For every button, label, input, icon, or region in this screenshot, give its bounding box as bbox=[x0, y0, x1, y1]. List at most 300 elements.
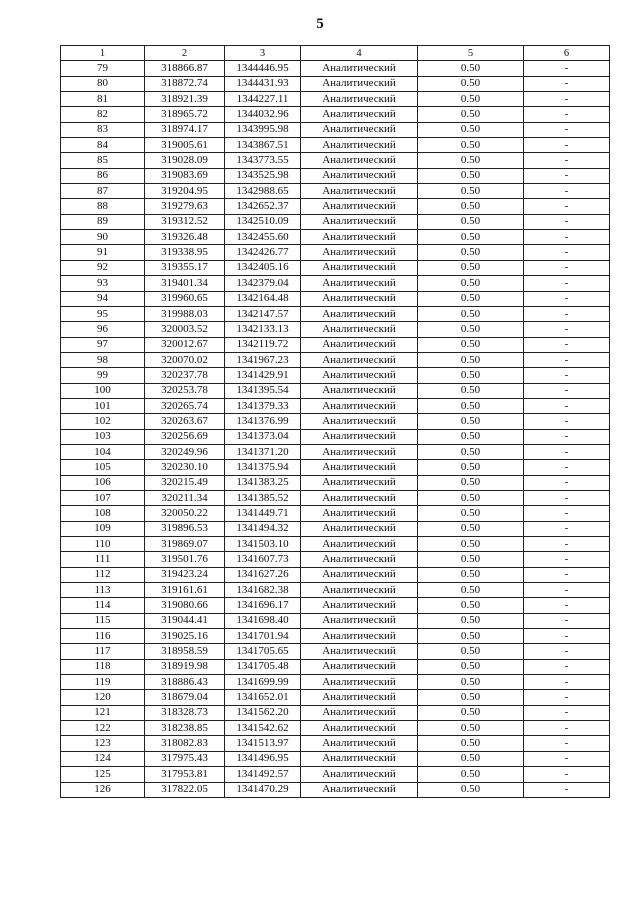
x-coordinate-cell: 319355.17 bbox=[145, 260, 225, 275]
x-coordinate-cell: 319025.16 bbox=[145, 629, 225, 644]
note-cell: - bbox=[524, 490, 610, 505]
accuracy-cell: 0.50 bbox=[418, 184, 524, 199]
note-cell: - bbox=[524, 629, 610, 644]
x-coordinate-cell: 320230.10 bbox=[145, 460, 225, 475]
point-number-cell: 112 bbox=[61, 567, 145, 582]
table-row bbox=[61, 92, 610, 107]
accuracy-cell: 0.50 bbox=[418, 460, 524, 475]
x-coordinate-cell: 319326.48 bbox=[145, 230, 225, 245]
y-coordinate-cell: 1341496.95 bbox=[225, 751, 301, 766]
table-row bbox=[61, 460, 610, 475]
method-cell: Аналитический bbox=[301, 675, 418, 690]
point-number-cell: 99 bbox=[61, 368, 145, 383]
note-cell: - bbox=[524, 690, 610, 705]
x-coordinate-cell: 317822.05 bbox=[145, 782, 225, 797]
note-cell: - bbox=[524, 322, 610, 337]
note-cell: - bbox=[524, 521, 610, 536]
note-cell: - bbox=[524, 153, 610, 168]
table-row bbox=[61, 521, 610, 536]
point-number-cell: 85 bbox=[61, 153, 145, 168]
accuracy-cell: 0.50 bbox=[418, 659, 524, 674]
accuracy-cell: 0.50 bbox=[418, 552, 524, 567]
accuracy-cell: 0.50 bbox=[418, 690, 524, 705]
table-row bbox=[61, 598, 610, 613]
point-number-cell: 86 bbox=[61, 168, 145, 183]
point-number-cell: 117 bbox=[61, 644, 145, 659]
note-cell: - bbox=[524, 214, 610, 229]
x-coordinate-cell: 320265.74 bbox=[145, 398, 225, 413]
table-row bbox=[61, 659, 610, 674]
method-cell: Аналитический bbox=[301, 721, 418, 736]
method-cell: Аналитический bbox=[301, 306, 418, 321]
note-cell: - bbox=[524, 291, 610, 306]
method-cell: Аналитический bbox=[301, 352, 418, 367]
method-cell: Аналитический bbox=[301, 276, 418, 291]
x-coordinate-cell: 319028.09 bbox=[145, 153, 225, 168]
table-row bbox=[61, 122, 610, 137]
table-row bbox=[61, 245, 610, 260]
note-cell: - bbox=[524, 429, 610, 444]
table-row bbox=[61, 736, 610, 751]
point-number-cell: 113 bbox=[61, 583, 145, 598]
x-coordinate-cell: 317975.43 bbox=[145, 751, 225, 766]
table-row bbox=[61, 613, 610, 628]
table-row bbox=[61, 690, 610, 705]
y-coordinate-cell: 1341429.91 bbox=[225, 368, 301, 383]
table-row bbox=[61, 368, 610, 383]
note-cell: - bbox=[524, 767, 610, 782]
accuracy-cell: 0.50 bbox=[418, 230, 524, 245]
method-cell: Аналитический bbox=[301, 736, 418, 751]
y-coordinate-cell: 1343995.98 bbox=[225, 122, 301, 137]
accuracy-cell: 0.50 bbox=[418, 122, 524, 137]
note-cell: - bbox=[524, 537, 610, 552]
y-coordinate-cell: 1342405.16 bbox=[225, 260, 301, 275]
x-coordinate-cell: 319204.95 bbox=[145, 184, 225, 199]
y-coordinate-cell: 1341652.01 bbox=[225, 690, 301, 705]
x-coordinate-cell: 318238.85 bbox=[145, 721, 225, 736]
point-number-cell: 120 bbox=[61, 690, 145, 705]
y-coordinate-cell: 1341470.29 bbox=[225, 782, 301, 797]
note-cell: - bbox=[524, 76, 610, 91]
y-coordinate-cell: 1341562.20 bbox=[225, 705, 301, 720]
table-row bbox=[61, 629, 610, 644]
y-coordinate-cell: 1341698.40 bbox=[225, 613, 301, 628]
point-number-cell: 114 bbox=[61, 598, 145, 613]
method-cell: Аналитический bbox=[301, 521, 418, 536]
note-cell: - bbox=[524, 583, 610, 598]
note-cell: - bbox=[524, 705, 610, 720]
method-cell: Аналитический bbox=[301, 429, 418, 444]
accuracy-cell: 0.50 bbox=[418, 276, 524, 291]
point-number-cell: 122 bbox=[61, 721, 145, 736]
y-coordinate-cell: 1342652.37 bbox=[225, 199, 301, 214]
accuracy-cell: 0.50 bbox=[418, 567, 524, 582]
accuracy-cell: 0.50 bbox=[418, 92, 524, 107]
point-number-cell: 84 bbox=[61, 138, 145, 153]
table-row bbox=[61, 751, 610, 766]
x-coordinate-cell: 319161.61 bbox=[145, 583, 225, 598]
method-cell: Аналитический bbox=[301, 107, 418, 122]
accuracy-cell: 0.50 bbox=[418, 260, 524, 275]
y-coordinate-cell: 1341627.26 bbox=[225, 567, 301, 582]
coordinates-table bbox=[60, 45, 610, 798]
note-cell: - bbox=[524, 306, 610, 321]
table-row bbox=[61, 506, 610, 521]
note-cell: - bbox=[524, 782, 610, 797]
point-number-cell: 104 bbox=[61, 444, 145, 459]
point-number-cell: 82 bbox=[61, 107, 145, 122]
table-row bbox=[61, 184, 610, 199]
accuracy-cell: 0.50 bbox=[418, 490, 524, 505]
accuracy-cell: 0.50 bbox=[418, 214, 524, 229]
note-cell: - bbox=[524, 475, 610, 490]
method-cell: Аналитический bbox=[301, 537, 418, 552]
method-cell: Аналитический bbox=[301, 598, 418, 613]
y-coordinate-cell: 1341494.32 bbox=[225, 521, 301, 536]
y-coordinate-cell: 1341699.99 bbox=[225, 675, 301, 690]
y-coordinate-cell: 1341701.94 bbox=[225, 629, 301, 644]
table-row bbox=[61, 567, 610, 582]
x-coordinate-cell: 319080.66 bbox=[145, 598, 225, 613]
accuracy-cell: 0.50 bbox=[418, 429, 524, 444]
table-row bbox=[61, 214, 610, 229]
table-row bbox=[61, 383, 610, 398]
note-cell: - bbox=[524, 122, 610, 137]
note-cell: - bbox=[524, 751, 610, 766]
point-number-cell: 111 bbox=[61, 552, 145, 567]
x-coordinate-cell: 318921.39 bbox=[145, 92, 225, 107]
x-coordinate-cell: 320211.34 bbox=[145, 490, 225, 505]
accuracy-cell: 0.50 bbox=[418, 644, 524, 659]
y-coordinate-cell: 1342164.48 bbox=[225, 291, 301, 306]
accuracy-cell: 0.50 bbox=[418, 153, 524, 168]
note-cell: - bbox=[524, 230, 610, 245]
accuracy-cell: 0.50 bbox=[418, 168, 524, 183]
point-number-cell: 107 bbox=[61, 490, 145, 505]
method-cell: Аналитический bbox=[301, 260, 418, 275]
method-cell: Аналитический bbox=[301, 659, 418, 674]
method-cell: Аналитический bbox=[301, 629, 418, 644]
method-cell: Аналитический bbox=[301, 782, 418, 797]
note-cell: - bbox=[524, 567, 610, 582]
point-number-cell: 94 bbox=[61, 291, 145, 306]
method-cell: Аналитический bbox=[301, 567, 418, 582]
method-cell: Аналитический bbox=[301, 490, 418, 505]
accuracy-cell: 0.50 bbox=[418, 475, 524, 490]
accuracy-cell: 0.50 bbox=[418, 306, 524, 321]
accuracy-cell: 0.50 bbox=[418, 583, 524, 598]
method-cell: Аналитический bbox=[301, 506, 418, 521]
point-number-cell: 109 bbox=[61, 521, 145, 536]
table-row bbox=[61, 782, 610, 797]
method-cell: Аналитический bbox=[301, 138, 418, 153]
y-coordinate-cell: 1342379.04 bbox=[225, 276, 301, 291]
point-number-cell: 87 bbox=[61, 184, 145, 199]
note-cell: - bbox=[524, 414, 610, 429]
accuracy-cell: 0.50 bbox=[418, 291, 524, 306]
x-coordinate-cell: 318082.83 bbox=[145, 736, 225, 751]
accuracy-cell: 0.50 bbox=[418, 322, 524, 337]
point-number-cell: 79 bbox=[61, 61, 145, 76]
y-coordinate-cell: 1341371.20 bbox=[225, 444, 301, 459]
method-cell: Аналитический bbox=[301, 322, 418, 337]
table-body bbox=[61, 61, 610, 798]
note-cell: - bbox=[524, 552, 610, 567]
x-coordinate-cell: 319501.76 bbox=[145, 552, 225, 567]
table-row bbox=[61, 138, 610, 153]
x-coordinate-cell: 318974.17 bbox=[145, 122, 225, 137]
accuracy-cell: 0.50 bbox=[418, 76, 524, 91]
method-cell: Аналитический bbox=[301, 76, 418, 91]
note-cell: - bbox=[524, 721, 610, 736]
accuracy-cell: 0.50 bbox=[418, 721, 524, 736]
column-header: 2 bbox=[145, 46, 225, 61]
x-coordinate-cell: 319083.69 bbox=[145, 168, 225, 183]
x-coordinate-cell: 320070.02 bbox=[145, 352, 225, 367]
accuracy-cell: 0.50 bbox=[418, 107, 524, 122]
accuracy-cell: 0.50 bbox=[418, 398, 524, 413]
point-number-cell: 101 bbox=[61, 398, 145, 413]
table-row bbox=[61, 444, 610, 459]
accuracy-cell: 0.50 bbox=[418, 444, 524, 459]
point-number-cell: 102 bbox=[61, 414, 145, 429]
table-row bbox=[61, 537, 610, 552]
x-coordinate-cell: 318886.43 bbox=[145, 675, 225, 690]
accuracy-cell: 0.50 bbox=[418, 506, 524, 521]
x-coordinate-cell: 319338.95 bbox=[145, 245, 225, 260]
table-row bbox=[61, 675, 610, 690]
y-coordinate-cell: 1341542.62 bbox=[225, 721, 301, 736]
point-number-cell: 119 bbox=[61, 675, 145, 690]
table-row bbox=[61, 291, 610, 306]
note-cell: - bbox=[524, 107, 610, 122]
point-number-cell: 123 bbox=[61, 736, 145, 751]
table-row bbox=[61, 429, 610, 444]
note-cell: - bbox=[524, 383, 610, 398]
method-cell: Аналитический bbox=[301, 767, 418, 782]
point-number-cell: 106 bbox=[61, 475, 145, 490]
x-coordinate-cell: 317953.81 bbox=[145, 767, 225, 782]
x-coordinate-cell: 319960.65 bbox=[145, 291, 225, 306]
y-coordinate-cell: 1343525.98 bbox=[225, 168, 301, 183]
accuracy-cell: 0.50 bbox=[418, 675, 524, 690]
method-cell: Аналитический bbox=[301, 444, 418, 459]
point-number-cell: 91 bbox=[61, 245, 145, 260]
y-coordinate-cell: 1341375.94 bbox=[225, 460, 301, 475]
note-cell: - bbox=[524, 168, 610, 183]
x-coordinate-cell: 318965.72 bbox=[145, 107, 225, 122]
y-coordinate-cell: 1341705.48 bbox=[225, 659, 301, 674]
x-coordinate-cell: 319869.07 bbox=[145, 537, 225, 552]
method-cell: Аналитический bbox=[301, 199, 418, 214]
y-coordinate-cell: 1341379.33 bbox=[225, 398, 301, 413]
note-cell: - bbox=[524, 199, 610, 214]
x-coordinate-cell: 318866.87 bbox=[145, 61, 225, 76]
y-coordinate-cell: 1342455.60 bbox=[225, 230, 301, 245]
method-cell: Аналитический bbox=[301, 168, 418, 183]
y-coordinate-cell: 1342119.72 bbox=[225, 337, 301, 352]
point-number-cell: 89 bbox=[61, 214, 145, 229]
table-row bbox=[61, 260, 610, 275]
column-header: 3 bbox=[225, 46, 301, 61]
y-coordinate-cell: 1341383.25 bbox=[225, 475, 301, 490]
note-cell: - bbox=[524, 337, 610, 352]
table-header-row bbox=[61, 46, 610, 61]
note-cell: - bbox=[524, 506, 610, 521]
method-cell: Аналитический bbox=[301, 644, 418, 659]
point-number-cell: 93 bbox=[61, 276, 145, 291]
y-coordinate-cell: 1342510.09 bbox=[225, 214, 301, 229]
method-cell: Аналитический bbox=[301, 214, 418, 229]
method-cell: Аналитический bbox=[301, 613, 418, 628]
method-cell: Аналитический bbox=[301, 92, 418, 107]
y-coordinate-cell: 1342988.65 bbox=[225, 184, 301, 199]
method-cell: Аналитический bbox=[301, 230, 418, 245]
accuracy-cell: 0.50 bbox=[418, 537, 524, 552]
note-cell: - bbox=[524, 245, 610, 260]
accuracy-cell: 0.50 bbox=[418, 61, 524, 76]
accuracy-cell: 0.50 bbox=[418, 767, 524, 782]
x-coordinate-cell: 319044.41 bbox=[145, 613, 225, 628]
accuracy-cell: 0.50 bbox=[418, 138, 524, 153]
table-row bbox=[61, 107, 610, 122]
point-number-cell: 80 bbox=[61, 76, 145, 91]
note-cell: - bbox=[524, 644, 610, 659]
note-cell: - bbox=[524, 276, 610, 291]
accuracy-cell: 0.50 bbox=[418, 629, 524, 644]
table-row bbox=[61, 61, 610, 76]
point-number-cell: 126 bbox=[61, 782, 145, 797]
y-coordinate-cell: 1341376.99 bbox=[225, 414, 301, 429]
accuracy-cell: 0.50 bbox=[418, 199, 524, 214]
method-cell: Аналитический bbox=[301, 245, 418, 260]
point-number-cell: 121 bbox=[61, 705, 145, 720]
y-coordinate-cell: 1344431.93 bbox=[225, 76, 301, 91]
method-cell: Аналитический bbox=[301, 751, 418, 766]
note-cell: - bbox=[524, 659, 610, 674]
point-number-cell: 116 bbox=[61, 629, 145, 644]
x-coordinate-cell: 318872.74 bbox=[145, 76, 225, 91]
method-cell: Аналитический bbox=[301, 184, 418, 199]
column-header: 1 bbox=[61, 46, 145, 61]
x-coordinate-cell: 318919.98 bbox=[145, 659, 225, 674]
table-row bbox=[61, 552, 610, 567]
x-coordinate-cell: 320256.69 bbox=[145, 429, 225, 444]
x-coordinate-cell: 320012.67 bbox=[145, 337, 225, 352]
method-cell: Аналитический bbox=[301, 414, 418, 429]
accuracy-cell: 0.50 bbox=[418, 337, 524, 352]
x-coordinate-cell: 318958.59 bbox=[145, 644, 225, 659]
table-row bbox=[61, 352, 610, 367]
table-row bbox=[61, 230, 610, 245]
y-coordinate-cell: 1342426.77 bbox=[225, 245, 301, 260]
point-number-cell: 81 bbox=[61, 92, 145, 107]
method-cell: Аналитический bbox=[301, 583, 418, 598]
y-coordinate-cell: 1341373.04 bbox=[225, 429, 301, 444]
accuracy-cell: 0.50 bbox=[418, 383, 524, 398]
y-coordinate-cell: 1342147.57 bbox=[225, 306, 301, 321]
point-number-cell: 98 bbox=[61, 352, 145, 367]
page-number: 5 bbox=[316, 16, 324, 32]
method-cell: Аналитический bbox=[301, 552, 418, 567]
point-number-cell: 110 bbox=[61, 537, 145, 552]
method-cell: Аналитический bbox=[301, 153, 418, 168]
column-header: 5 bbox=[418, 46, 524, 61]
accuracy-cell: 0.50 bbox=[418, 736, 524, 751]
point-number-cell: 100 bbox=[61, 383, 145, 398]
point-number-cell: 97 bbox=[61, 337, 145, 352]
method-cell: Аналитический bbox=[301, 291, 418, 306]
y-coordinate-cell: 1343773.55 bbox=[225, 153, 301, 168]
x-coordinate-cell: 318328.73 bbox=[145, 705, 225, 720]
x-coordinate-cell: 319005.61 bbox=[145, 138, 225, 153]
table-row bbox=[61, 398, 610, 413]
table-row bbox=[61, 199, 610, 214]
note-cell: - bbox=[524, 398, 610, 413]
table-row bbox=[61, 306, 610, 321]
point-number-cell: 88 bbox=[61, 199, 145, 214]
y-coordinate-cell: 1343867.51 bbox=[225, 138, 301, 153]
note-cell: - bbox=[524, 92, 610, 107]
y-coordinate-cell: 1344227.11 bbox=[225, 92, 301, 107]
point-number-cell: 95 bbox=[61, 306, 145, 321]
y-coordinate-cell: 1341705.65 bbox=[225, 644, 301, 659]
y-coordinate-cell: 1341395.54 bbox=[225, 383, 301, 398]
y-coordinate-cell: 1341449.71 bbox=[225, 506, 301, 521]
method-cell: Аналитический bbox=[301, 61, 418, 76]
table-row bbox=[61, 276, 610, 291]
y-coordinate-cell: 1342133.13 bbox=[225, 322, 301, 337]
table-row bbox=[61, 76, 610, 91]
point-number-cell: 108 bbox=[61, 506, 145, 521]
column-header: 6 bbox=[524, 46, 610, 61]
table-row bbox=[61, 168, 610, 183]
table-row bbox=[61, 414, 610, 429]
table-row bbox=[61, 153, 610, 168]
x-coordinate-cell: 319988.03 bbox=[145, 306, 225, 321]
method-cell: Аналитический bbox=[301, 475, 418, 490]
table-row bbox=[61, 322, 610, 337]
note-cell: - bbox=[524, 352, 610, 367]
x-coordinate-cell: 319401.34 bbox=[145, 276, 225, 291]
method-cell: Аналитический bbox=[301, 383, 418, 398]
note-cell: - bbox=[524, 260, 610, 275]
table-row bbox=[61, 490, 610, 505]
method-cell: Аналитический bbox=[301, 337, 418, 352]
x-coordinate-cell: 320050.22 bbox=[145, 506, 225, 521]
y-coordinate-cell: 1344032.96 bbox=[225, 107, 301, 122]
accuracy-cell: 0.50 bbox=[418, 751, 524, 766]
y-coordinate-cell: 1341503.10 bbox=[225, 537, 301, 552]
table-row bbox=[61, 705, 610, 720]
note-cell: - bbox=[524, 368, 610, 383]
x-coordinate-cell: 318679.04 bbox=[145, 690, 225, 705]
x-coordinate-cell: 319896.53 bbox=[145, 521, 225, 536]
x-coordinate-cell: 319279.63 bbox=[145, 199, 225, 214]
y-coordinate-cell: 1341492.57 bbox=[225, 767, 301, 782]
point-number-cell: 103 bbox=[61, 429, 145, 444]
accuracy-cell: 0.50 bbox=[418, 368, 524, 383]
accuracy-cell: 0.50 bbox=[418, 705, 524, 720]
column-header: 4 bbox=[301, 46, 418, 61]
method-cell: Аналитический bbox=[301, 460, 418, 475]
x-coordinate-cell: 319312.52 bbox=[145, 214, 225, 229]
note-cell: - bbox=[524, 61, 610, 76]
point-number-cell: 124 bbox=[61, 751, 145, 766]
point-number-cell: 118 bbox=[61, 659, 145, 674]
x-coordinate-cell: 319423.24 bbox=[145, 567, 225, 582]
